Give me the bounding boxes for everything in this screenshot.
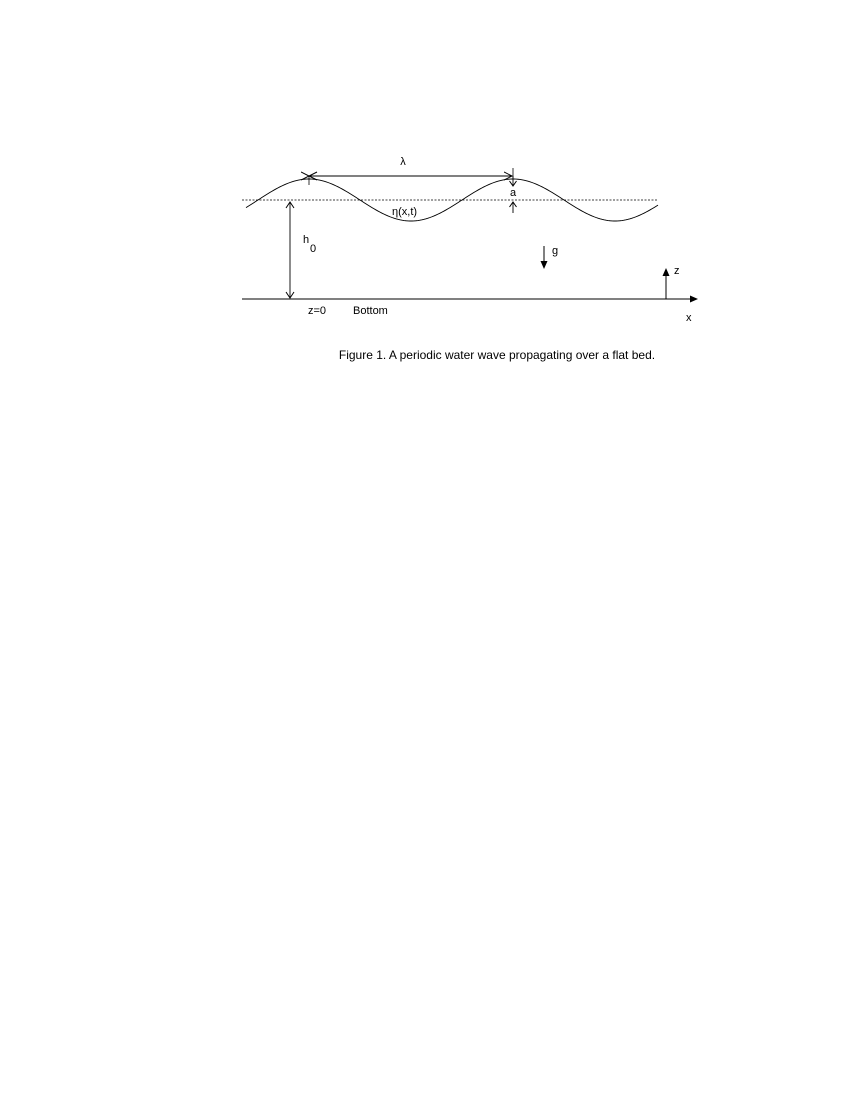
bottom-z-label: z=0 bbox=[308, 305, 327, 317]
gravity-label: g bbox=[552, 245, 559, 257]
bottom-label: Bottom bbox=[353, 305, 388, 317]
gravity-arrow-head bbox=[541, 261, 548, 269]
x-axis-label: x bbox=[686, 312, 692, 324]
figure-caption: Figure 1. A periodic water wave propagating over a flat bed. bbox=[338, 348, 656, 362]
z-axis-label: z bbox=[674, 265, 680, 277]
z-axis-arrow bbox=[663, 268, 670, 276]
surface-elevation-label: η(x,t) bbox=[392, 206, 418, 218]
depth-subscript-label: 0 bbox=[310, 243, 317, 255]
wavelength-label: λ bbox=[400, 156, 406, 168]
amplitude-label: a bbox=[509, 187, 517, 199]
x-axis-arrow bbox=[690, 296, 698, 303]
depth-label: h bbox=[303, 234, 310, 246]
